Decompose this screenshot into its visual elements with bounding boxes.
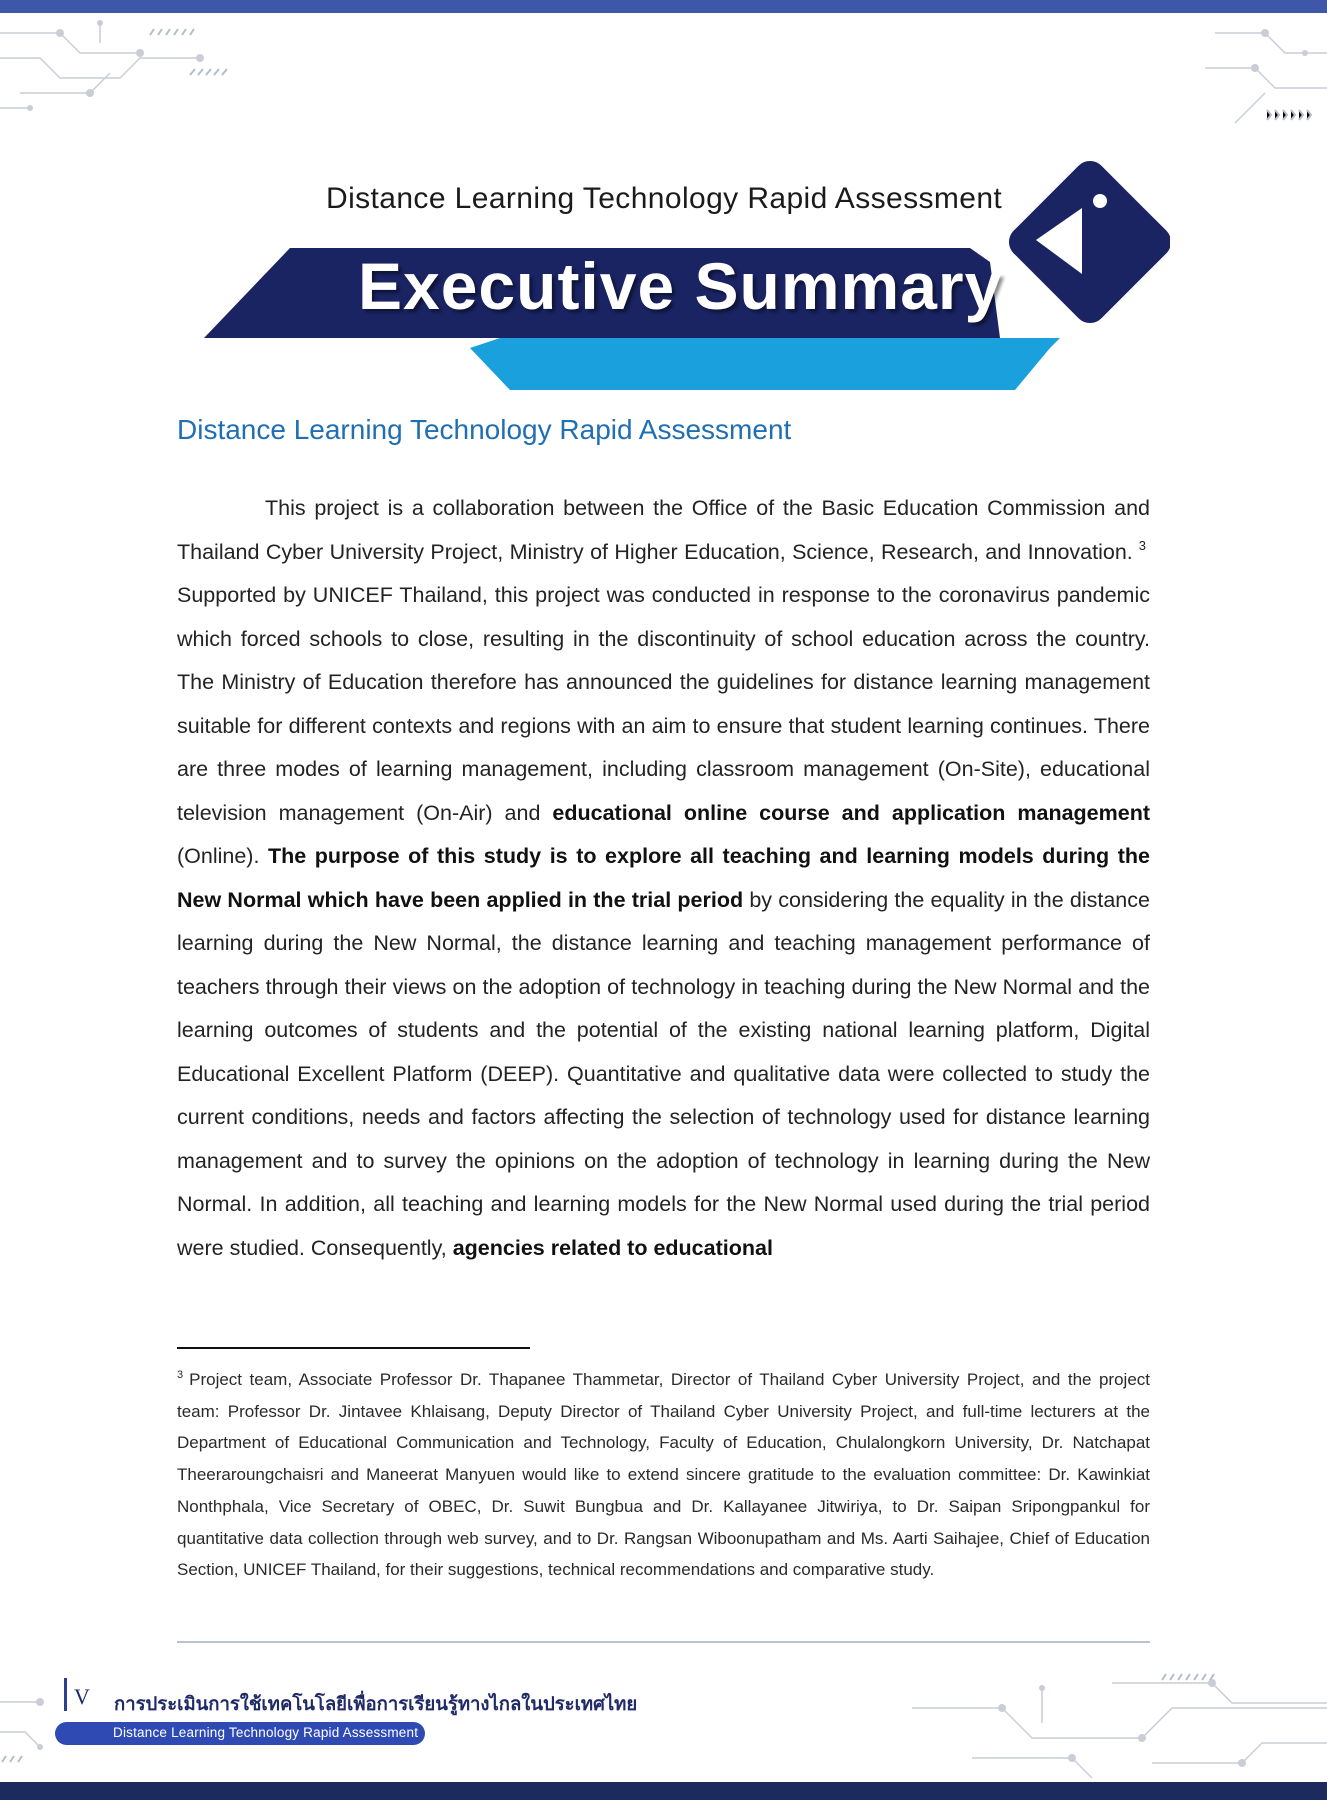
footer-title-pill bbox=[55, 1722, 425, 1745]
bottom-accent-bar bbox=[0, 1782, 1327, 1800]
body-text-segment: by considering the equality in the distance learning during the New Normal, the distance learning and teaching management performance of teachers through their views on the adoption of technology in teaching during the New Normal and the learning outcomes of students and the potential of the existing national learning platform, Digital Educational Excellent Platform (DEEP). Quantitative and qualitative data were collected to study the current conditions, needs and factors affecting the selection of technology used for distance learning management and to survey the opinions on the adoption of technology in learning during the New Normal. In addition, all teaching and learning models for the New Normal used during the trial period were studied. Consequently, bbox=[177, 887, 1150, 1260]
page-number-marker bbox=[64, 1678, 67, 1711]
body-text-segment: Supported by UNICEF Thailand, this project was conducted in response to the coronavirus pandemic which forced schools to close, resulting in the discontinuity of school education across the country. The Ministry of Education therefore has announced the guidelines for distance learning management suitable for different contexts and regions with an aim to ensure that student learning continues. There are three modes of learning management, including classroom management (On-Site), educational television management (On-Air) and bbox=[177, 583, 1150, 825]
body-bold-segment: agencies related to educational bbox=[452, 1235, 773, 1260]
page-number: V bbox=[74, 1684, 90, 1709]
footer-english-title: Distance Learning Technology Rapid Assessment bbox=[113, 1725, 419, 1740]
body-paragraph bbox=[177, 487, 1150, 1270]
section-heading: Distance Learning Technology Rapid Assessment bbox=[177, 414, 792, 445]
executive-summary-banner bbox=[200, 150, 1170, 400]
footnote-divider bbox=[177, 1347, 530, 1349]
body-text-segment: This project is a collaboration between the Office of the Basic Education Commission and Thailand Cyber University Project, Ministry of Higher Education, Science, Research, and Innovation. bbox=[177, 496, 1150, 564]
top-accent-bar bbox=[0, 0, 1327, 13]
body-bold-segment: The purpose of this study is to explore all teaching and learning models during the New Normal which have been applied in the trial period bbox=[177, 844, 1150, 912]
footer-thai-title: การประเมินการใช้เทคโนโลยีเพื่อการเรียนรู้ทางไกลในประเทศไทย bbox=[114, 1694, 638, 1715]
footnote-reference: 3 bbox=[1138, 538, 1146, 554]
circuit-decoration-bottom-right bbox=[912, 1668, 1327, 1780]
circuit-decoration-bottom-left bbox=[0, 1672, 60, 1782]
footnote bbox=[177, 1364, 1150, 1586]
banner-title: Executive Summary bbox=[358, 249, 1003, 323]
footnote-text: Project team, Associate Professor Dr. Thapanee Thammetar, Director of Thailand Cyber University Project, and the project team: Professor Dr. Jintavee Khlaisang, Deputy Director of Thailand Cyber University Project, and full-time lecturers at the Department of Educational Communication and Technology, Faculty of Education, Chulalongkorn University, Dr. Natchapat Theeraroungchaisri and Maneerat Manyuen would like to extend sincere gratitude to the evaluation committee: Dr. Kawinkiat Nonthphala, Vice Secretary of OBEC, Dr. Suwit Bungbua and Dr. Kallayanee Jitwiriya, to Dr. Saipan Sripongpankul for quantitative data collection through web survey, and to Dr. Rangsan Wiboonupatham and Ms. Aarti Saihajee, Chief of Education Section, UNICEF Thailand, for their suggestions, technical recommendations and comparative study. bbox=[177, 1370, 1150, 1580]
body-text-segment: (Online). bbox=[177, 844, 260, 868]
page-divider bbox=[177, 1641, 1150, 1643]
circuit-decoration-top-left bbox=[0, 13, 230, 123]
footnote-mark: 3 bbox=[177, 1369, 184, 1382]
banner-subtitle: Distance Learning Technology Rapid Assessment bbox=[326, 182, 1003, 215]
circuit-decoration-top-right bbox=[1205, 13, 1327, 128]
body-bold-segment: educational online course and application management bbox=[552, 800, 1150, 825]
